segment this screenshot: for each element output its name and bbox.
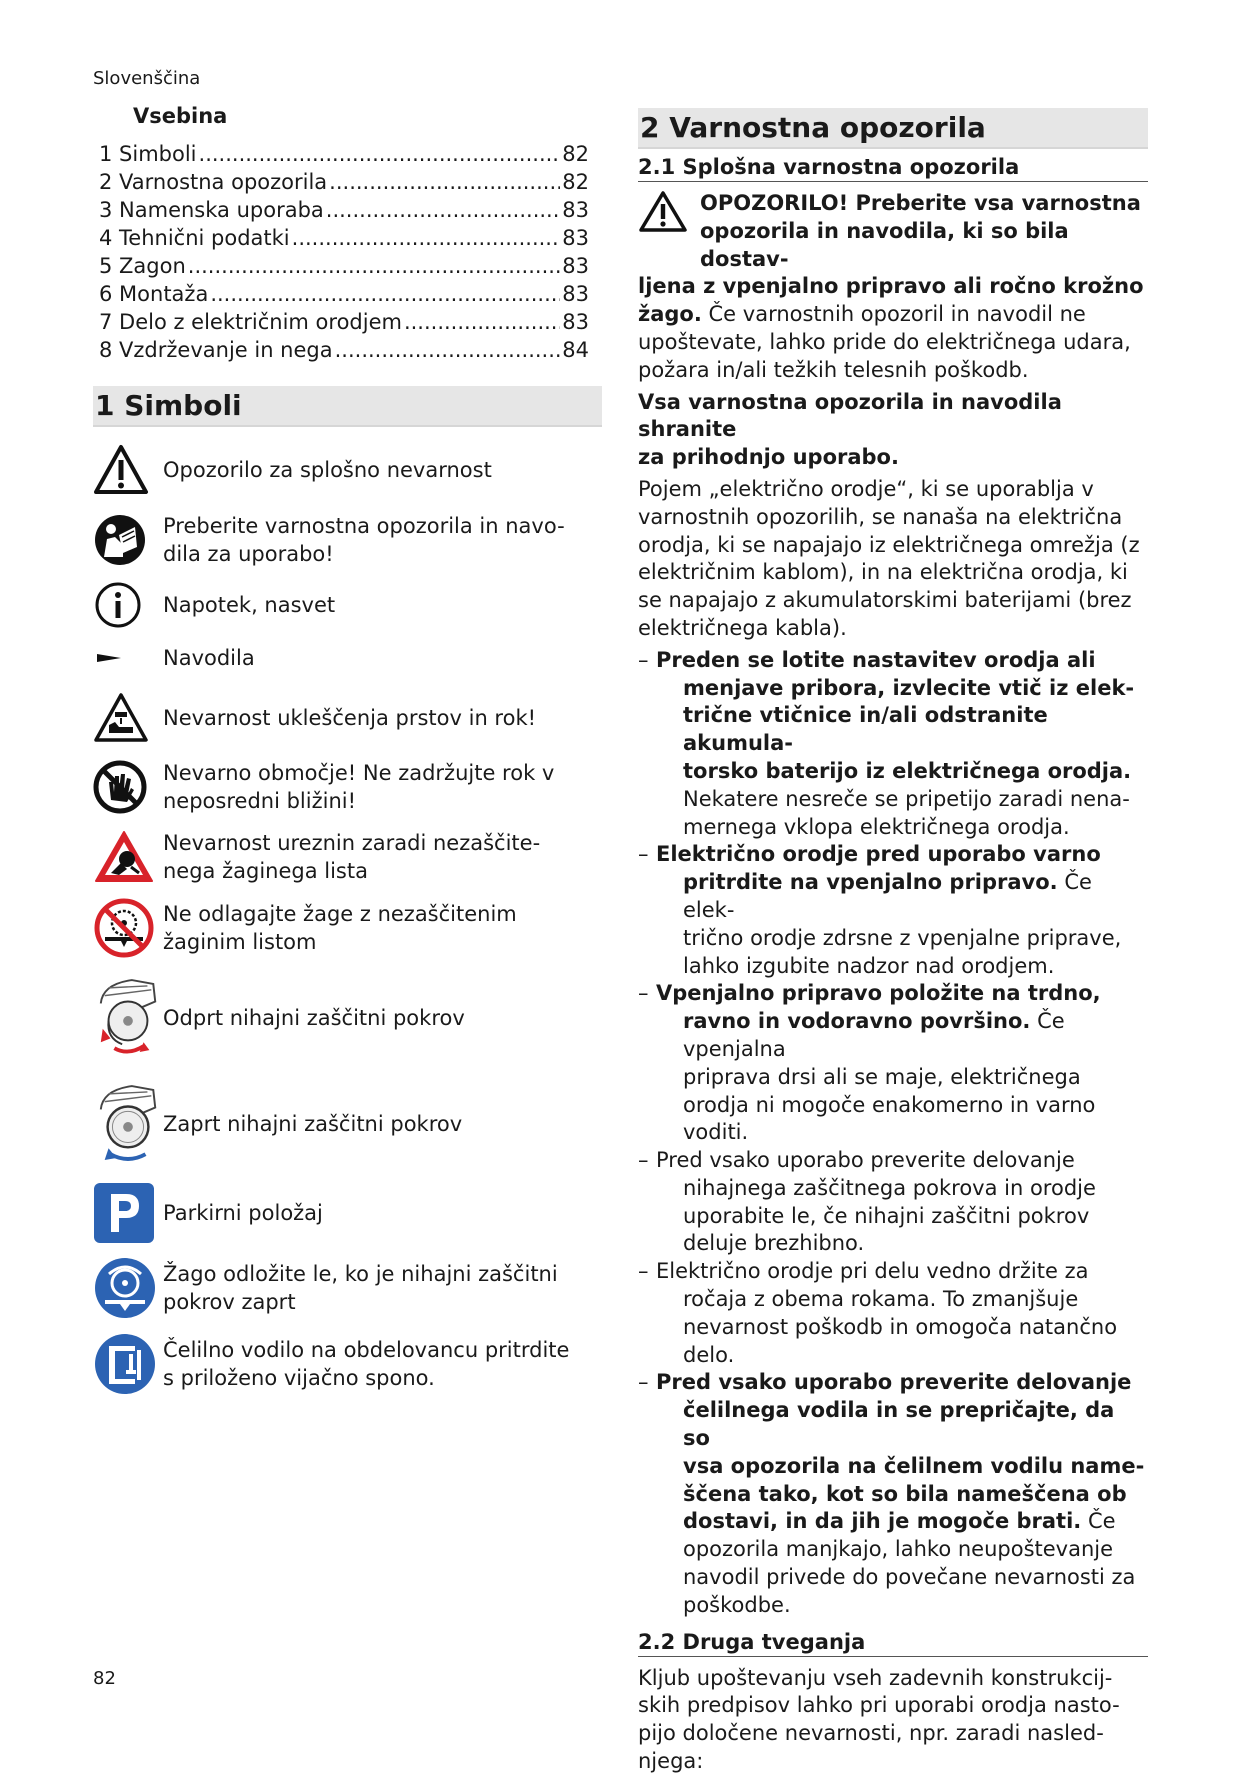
symbol-label: Navodila: [163, 646, 255, 670]
toc-item[interactable]: [99, 308, 589, 336]
toc-item-page: 83: [562, 198, 589, 222]
section-heading-symbols: 1 Simboli: [93, 386, 602, 427]
risks-paragraph: Kljub upoštevanju vseh zadevnih konstrukcij- skih predpisov lahko pri uporabi orodja nasto- pijo določene nevarnosti, npr. zaradi nasled- njega:: [638, 1665, 1120, 1774]
left-column: [93, 104, 601, 1397]
symbol-row: [93, 509, 601, 571]
set-down-closed-guard-icon: [93, 1255, 163, 1321]
page-number: 82: [93, 1668, 116, 1689]
keep-instructions-paragraph: Vsa varnostna opozorila in navodila shranite za prihodnjo uporabo.: [638, 389, 1062, 470]
section-heading-safety: 2 Varnostna opozorila: [638, 108, 1148, 149]
symbol-row: [93, 691, 601, 745]
toc-item[interactable]: [99, 336, 589, 364]
symbol-row: [93, 635, 601, 681]
safety-bullet: – Pred vsako uporabo preverite delovanje čelilnega vodila in se prepričajte, da so vsa opozorila na čelilnem vodilu name- ščena tako, kot so bila nameščena ob dostavi, in da jih je mogoče brati. Če opozorila manjkajo, lahko neupoštevanje navodil privede do povečane nevarnosti za poškodbe.: [638, 1370, 1145, 1617]
toc-item-page: 82: [562, 142, 589, 166]
cut-hazard-icon: [93, 827, 163, 887]
symbol-row: [93, 1331, 601, 1397]
symbol-label: Napotek, nasvet: [163, 593, 336, 617]
subheading-other-risks: 2.2 Druga tveganja: [638, 1630, 1148, 1657]
pinch-hazard-icon: [93, 688, 163, 748]
symbol-label: Opozorilo za splošno nevarnost: [163, 458, 492, 482]
toc-item-title: 1 Simboli: [99, 142, 197, 166]
general-danger-icon: [93, 440, 163, 500]
toc-item[interactable]: [99, 252, 589, 280]
symbol-label: Žago odložite le, ko je nihajni zaščitni pokrov zaprt: [163, 1262, 558, 1314]
toc-item-page: 83: [562, 282, 589, 306]
symbol-label: Odprt nihajni zaščitni pokrov: [163, 1006, 465, 1030]
toc-item-page: 83: [562, 254, 589, 278]
toc-item-page: 84: [562, 338, 589, 362]
toc-item[interactable]: [99, 280, 589, 308]
closed-guard-icon: [93, 1077, 163, 1171]
symbol-label: Čelilno vodilo na obdelovancu pritrdite s priloženo vijačno spono.: [163, 1338, 570, 1390]
symbol-row: [93, 897, 601, 959]
symbol-row: [93, 971, 601, 1065]
safety-bullet: – Električno orodje pred uporabo varno pritrdite na vpenjalno pripravo. Če elek- trično orodje zdrsne z vpenjalne priprave, lahko izgubite nadzor nad orodjem.: [638, 842, 1122, 978]
instruction-arrow-icon: [93, 628, 163, 688]
toc-item[interactable]: [99, 168, 589, 196]
toc-item-page: 82: [562, 170, 589, 194]
symbol-label: Ne odlagajte žage z nezaščitenim žaginim listom: [163, 902, 517, 954]
safety-bullet: – Preden se lotite nastavitev orodja ali menjave pribora, izvlecite vtič iz elek- trične vtičnice in/ali odstranite akumula- torsko baterijo iz električnega orodja. Nekatere nesreče se pripetijo zaradi nena- mernega vklopa električnega orodja.: [638, 647, 1135, 839]
symbol-row: [93, 443, 601, 497]
toc-item-title: 4 Tehnični podatki: [99, 226, 290, 250]
table-of-contents: [93, 140, 601, 364]
toc-item-title: 8 Vzdrževanje in nega: [99, 338, 333, 362]
safety-bullet: – Vpenjalno pripravo položite na trdno, ravno in vodoravno površino. Če vpenjalna priprava drsi ali se maje, električnega orodja ni mogoče enakomerno in varno voditi.: [638, 981, 1101, 1145]
safety-bullet: – Električno orodje pri delu vedno držite za ročaja z obema rokama. To zmanjšuje nevarnost poškodb in omogoča natančno delo.: [638, 1259, 1118, 1367]
toc-title: Vsebina: [133, 104, 228, 128]
toc-item-title: 3 Namenska uporaba: [99, 198, 324, 222]
open-guard-icon: [93, 971, 163, 1065]
symbol-row: [93, 1077, 601, 1171]
toc-item-title: 5 Zagon: [99, 254, 186, 278]
term-paragraph: Pojem „električno orodje“, ki se uporablja v varnostnih opozorilih, se nanaša na električna orodja, ki se napajajo iz električnega omrežja (z električnim kablom), in na električna orodja, ki se napajajo z akumulatorskimi baterijami (brez električnega kabla).: [638, 476, 1140, 640]
safety-bullet: – Pred vsako uporabo preverite delovanje nihajnega zaščitnega pokrova in orodje uporabite le, če nihajni zaščitni pokrov deluje brezhibno.: [638, 1148, 1096, 1256]
language-label: Slovenščina: [93, 68, 201, 89]
symbols-list: [93, 443, 601, 1397]
symbol-label: Preberite varnostna opozorila in navo- dila za uporabo!: [163, 514, 565, 566]
read-manual-icon: [93, 510, 163, 570]
symbol-label: Nevarnost ureznin zaradi nezaščite- nega žaginega lista: [163, 831, 541, 883]
symbol-row: [93, 579, 601, 631]
toc-item[interactable]: [99, 140, 589, 168]
warning-triangle-icon: [638, 190, 688, 242]
no-hands-icon: [93, 757, 163, 817]
symbol-row: [93, 1255, 601, 1321]
symbol-row: [93, 1181, 601, 1245]
symbol-label: Nevarno območje! Ne zadržujte rok v neposredni bližini!: [163, 761, 555, 813]
symbol-label: Nevarnost ukleščenja prstov in rok!: [163, 706, 537, 730]
symbol-label: Zaprt nihajni zaščitni pokrov: [163, 1112, 463, 1136]
symbol-row: [93, 757, 601, 817]
toc-item-page: 83: [562, 226, 589, 250]
clamp-guide-icon: [93, 1331, 163, 1397]
warning-paragraph: OPOZORILO! Preberite vsa varnostna opozorila in navodila, ki so bila dostav- ljena z vpenjalno pripravo ali ročno krožno žago. Če varnostnih opozoril in navodil ne upoštevate, lahko pride do električnega udara, požara in/ali težkih telesnih poškodb.: [638, 191, 1144, 382]
info-icon: [93, 575, 163, 635]
parking-icon: [93, 1181, 163, 1245]
right-column: [638, 108, 1148, 1780]
toc-item-title: 6 Montaža: [99, 282, 209, 306]
toc-item[interactable]: [99, 196, 589, 224]
no-unprotected-blade-icon: [93, 898, 163, 958]
toc-item-page: 83: [562, 310, 589, 334]
toc-item[interactable]: [99, 224, 589, 252]
subheading-general-safety: 2.1 Splošna varnostna opozorila: [638, 155, 1148, 182]
toc-item-title: 2 Varnostna opozorila: [99, 170, 328, 194]
symbol-label: Parkirni položaj: [163, 1201, 323, 1225]
toc-item-title: 7 Delo z električnim orodjem: [99, 310, 402, 334]
symbol-row: [93, 827, 601, 887]
